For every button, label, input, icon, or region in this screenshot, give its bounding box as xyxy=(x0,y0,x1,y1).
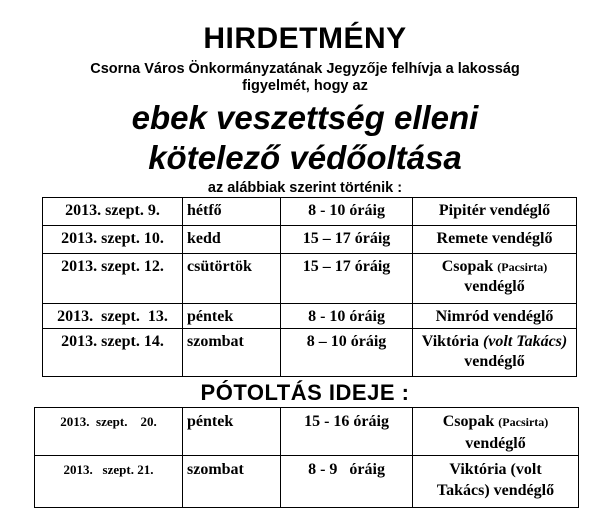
table-row xyxy=(43,254,577,304)
place-name: Viktória (volt xyxy=(449,461,542,478)
place-note: (volt Takács) xyxy=(482,333,568,350)
day-cell: péntek xyxy=(183,408,281,456)
time-cell: 15 – 17 óráig xyxy=(281,254,413,304)
date-cell: 2013. szept. 14. xyxy=(43,329,183,377)
place-name: Csopak xyxy=(441,258,494,275)
place-cell xyxy=(413,456,579,508)
date-cell: 2013. szept. 21. xyxy=(35,456,183,508)
place-name: Remete vendéglő xyxy=(436,230,553,247)
place-name: Pipitér vendéglő xyxy=(438,202,551,219)
day-cell: csütörtök xyxy=(183,254,281,304)
table-row xyxy=(43,304,577,329)
makeup-table xyxy=(34,407,579,508)
place-name: Viktória xyxy=(421,333,479,350)
table-row xyxy=(43,329,577,377)
time-cell: 8 – 10 óráig xyxy=(281,329,413,377)
place-cell xyxy=(413,329,577,377)
day-cell: hétfő xyxy=(183,198,281,226)
table-row xyxy=(43,226,577,254)
place-cell xyxy=(413,304,577,329)
table-row xyxy=(35,456,579,508)
headline-line-1: ebek veszettség elleni xyxy=(131,99,479,136)
intro-line-2: figyelmét, hogy az xyxy=(242,78,368,94)
day-cell: péntek xyxy=(183,304,281,329)
place-cell xyxy=(413,198,577,226)
subline: az alábbiak szerint történik : xyxy=(207,180,403,196)
place-name: Nimród vendéglő xyxy=(435,308,554,325)
date-cell: 2013. szept. 12. xyxy=(43,254,183,304)
day-cell: szombat xyxy=(183,329,281,377)
schedule-table xyxy=(42,197,577,377)
time-cell: 15 - 16 óráig xyxy=(281,408,413,456)
date-cell: 2013. szept. 9. xyxy=(43,198,183,226)
place-name: Csopak xyxy=(442,413,495,430)
time-cell: 8 - 10 óráig xyxy=(281,304,413,329)
place-suffix: Takács) vendéglő xyxy=(436,482,555,499)
makeup-heading: PÓTOLTÁS IDEJE : xyxy=(200,380,410,405)
date-cell: 2013. szept. 20. xyxy=(35,408,183,456)
date-cell: 2013. szept. 13. xyxy=(43,304,183,329)
table-row xyxy=(43,198,577,226)
place-cell xyxy=(413,226,577,254)
day-cell: kedd xyxy=(183,226,281,254)
notice-title: HIRDETMÉNY xyxy=(203,22,407,55)
date-cell: 2013. szept. 10. xyxy=(43,226,183,254)
place-cell xyxy=(413,254,577,304)
time-cell: 15 – 17 óráig xyxy=(281,226,413,254)
day-cell: szombat xyxy=(183,456,281,508)
intro-line-1: Csorna Város Önkormányzatának Jegyzője felhívja a lakosság xyxy=(90,61,520,77)
headline-line-2: kötelező védőoltása xyxy=(148,139,462,176)
place-suffix: vendéglő xyxy=(464,278,525,295)
time-cell: 8 - 9 óráig xyxy=(281,456,413,508)
place-suffix: vendéglő xyxy=(464,353,525,370)
place-note: (Pacsirta) xyxy=(497,260,548,274)
time-cell: 8 - 10 óráig xyxy=(281,198,413,226)
place-note: (Pacsirta) xyxy=(498,415,549,429)
table-row xyxy=(35,408,579,456)
place-cell xyxy=(413,408,579,456)
place-suffix: vendéglő xyxy=(465,435,526,452)
